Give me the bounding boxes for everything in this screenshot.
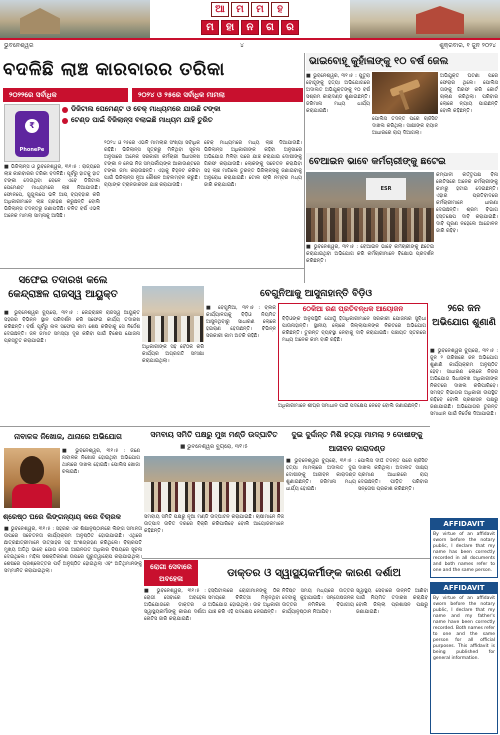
masthead-letter: ନ	[241, 20, 259, 35]
section4-headline: ସମବାୟ ସମିତି ପକ୍ଷରୁ ମୁଖ ମଣ୍ଡି ଉଦ୍‌ଘାଟିତ	[150, 430, 278, 439]
phonepe-photo	[4, 104, 60, 162]
bottom-body-col1: ■ ଭୁବନେଶ୍ୱର, ୩୧।୫ : ରୋଗୀ ସେବାରେ ଅବହେଳା ଅଭିଯୋଗରେ ଡାକ୍ତର ଓ ସ୍ୱାସ୍ଥ୍ୟକର୍ମୀଙ୍କୁ କାରଣ ଦର୍ଶାଅ ନୋଟିସ ଜାରି କରାଯାଇଛି।	[144, 588, 206, 622]
affidavit-notice-2	[430, 582, 498, 734]
phonepe-label: PhonePe	[19, 147, 45, 153]
bottom-headline: ଡାକ୍ତର ଓ ସ୍ୱାସ୍ଥ୍ୟକର୍ମୀଙ୍କ କାରଣ ଦର୍ଶାଅ	[227, 567, 401, 579]
dateline	[0, 41, 500, 51]
bottom-body-col4: ସ୍ୱାସ୍ଥ୍ୟ ସେବାରେ ଉନ୍ନତି ଆଣିବା ପାଇଁ ନିୟମିତ ତଦାରଖ କରାଯିବ ବୋଲି ଜିଲ୍ଲା ପ୍ରଶାସନ ପକ୍ଷରୁ ଜଣାଯାଇଛି।	[356, 588, 428, 615]
masthead-divider	[0, 38, 500, 40]
masthead-letter: ମ	[201, 20, 219, 35]
main-body-col3: ଚେକ୍ ମାଧ୍ୟମରେ ମଧ୍ୟ ଲାଞ୍ଚ ଦିଆଯାଉଛି। ଭିଜିଲାନ୍ସ ଅଧିକାରୀଙ୍କ କହିବା ଅନୁସାରେ ଅଭିଯୋଗ ମିଳିବା ପରେ ଯାଞ୍ଚ କରାଯାଇ ଦୋଷୀଙ୍କୁ ଗିରଫ କରାଯାଉଛି। ଲୋକଙ୍କୁ ସଚେତନ କରାଯିବା ସହ ଲାଞ୍ଚ ମାଗିଲେ ତୁରନ୍ତ ଭିଜିଲାନ୍ସକୁ ଜଣାଇବାକୁ ଅନୁରୋଧ କରାଯାଇଛି। ଟୋଲ ଫ୍ରି ନମ୍ବର ମଧ୍ୟ ଜାରି କରାଯାଇଛି।	[204, 140, 302, 188]
masthead-letter: ଗ	[261, 20, 279, 35]
bullet-dot-icon	[62, 107, 68, 113]
affidavit-title: AFFIDAVIT	[431, 583, 497, 594]
masthead-brand-row1	[150, 2, 350, 17]
affidavit-body: By virtue of an affidavit sworn before the notary public, I declare that my name and my father's name have been correctly recorded. Both names refer to one and the same person for all official purposes. This affidavit is being published for general information.	[433, 596, 496, 661]
section-rule	[0, 268, 304, 269]
main-body-col2: ୨୦୨୪ ଓ ୨୫ରେ ଏଭଳି ମାମଲାର ସଂଖ୍ୟା ସର୍ବାଧିକ ରହିଛି। ଭିଜିଲାନ୍ସ ସୂତ୍ରରୁ ମିଳିଥିବା ସୂଚନା ଅନୁସାରେ ଅନେକ ସରକାରୀ କର୍ମଚାରୀ ସିଧାସଳଖ ଟଙ୍କା ନ ନେଇ ନିଜ ସମ୍ପର୍କୀୟଙ୍କ ଆକାଉଣ୍ଟରେ ଟଙ୍କା ଜମା କରାଉଛନ୍ତି। ଏହାକୁ ଚିହ୍ନଟ କରିବା ପାଇଁ ଭିଜିଲାନ୍ସ ନୂଆ କୌଶଳ ଅବଲମ୍ବନ କରୁଛି। ବ୍ୟାଙ୍କ ଟ୍ରାନଜାକସନ ଯାଞ୍ଚ କରାଯାଉଛି।	[104, 140, 200, 188]
boy-photo	[4, 448, 60, 508]
right-top-headline: ଭାଇବୋହୂ କୁହାଁଳାଙ୍କୁ ୧୦ ବର୍ଷ ଜେଲ	[306, 53, 498, 71]
affidavit-body: By virtue of an affidavit sworn before the notary public, I declare that my name has been correctly recorded in all documents and both names refer to one and the same person.	[433, 532, 495, 573]
phonepe-logo-icon: ₹	[25, 119, 39, 133]
masthead-letter: ମ	[231, 2, 249, 17]
masthead-letter: ହା	[221, 20, 239, 35]
right-mid-col1: ■ ଭୁବନେଶ୍ୱର, ୩୧।୫ : ବେଆଇନ ଭାବେ କର୍ମଚାରୀଙ୍କୁ ଛଟେଇ କରାଯାଇଥିବା ଅଭିଯୋଗ କରି କର୍ମଚାରୀମାନେ ବିକ୍ଷୋଭ ପ୍ରଦର୍ଶନ କରିଛନ୍ତି।	[306, 244, 434, 264]
bullet-dot-icon	[62, 118, 68, 124]
section-rule	[142, 558, 430, 559]
masthead-left-image	[0, 0, 150, 38]
bullet-text: ଟେଣ୍ଡ ପାଇଁ ବିଜିଲାନ୍ସ ବଲାଇଛି ମାଧ୍ୟମ ଯାହି ତୁରିତ	[71, 116, 213, 124]
right-top-col1: ■ ଭୁବନେଶ୍ୱର, ୩୧।୫ : ପୁତୁରା ବୋହୂଙ୍କୁ ହତ୍ୟା ଅଭିଯୋଗରେ ଅଦାଲତ ଅଭିଯୁକ୍ତଙ୍କୁ ୧୦ ବର୍ଷ ସଶ୍ରମ କାରାଦଣ୍ଡ ଶୁଣାଇଛନ୍ତି। ଜରିମାନା ମଧ୍ୟ ଧାର୍ଯ୍ୟ କରାଯାଇଛି।	[306, 73, 370, 114]
column-rule	[304, 53, 305, 283]
main-headline: ବଦଳିଛି ଲାଞ୍ଚ କାରବାରର ତରିକା	[3, 59, 225, 80]
mid-box-body: ବିଡ଼ିଓଙ୍କ ଅନୁପସ୍ଥିତି ଯୋଗୁଁ ହିତାଧିକାରୀମାନେ ସରକାରୀ ଯୋଜନାର ସୁବିଧା ପାଉନାହାନ୍ତି। ସ୍ଥାନୀୟ ଲୋକେ ଜିଲ୍ଲାପାଳଙ୍କ ନିକଟରେ ଅଭିଯୋଗ କରିଛନ୍ତି। ତୁରନ୍ତ ବ୍ୟବସ୍ଥା ନେବାକୁ ଦାବି କରାଯାଇଛି। ପଞ୍ଚାୟତ ସ୍ତରରେ ମଧ୍ୟ ଅନେକ କାମ ବାକି ରହିଛି।	[282, 316, 426, 343]
section2-headline: ସଫେଇ ତଦାରଖ କଲେ କେନ୍ଦ୍ରାଞ୍ଚଳ ରାଜସ୍ୱ ଆୟୁକ୍ତ	[8, 275, 118, 300]
section2-body-2: ଅଧିକାରୀଙ୍କ ସହ ବୈଠକ କରି କାର୍ଯ୍ୟର ଅଗ୍ରଗତି ସମୀକ୍ଷା କରାଯାଇଥିଲା।	[142, 344, 204, 364]
affidavit-title: AFFIDAVIT	[431, 519, 497, 530]
meeting-people	[144, 482, 284, 512]
gavel-handle	[399, 90, 410, 110]
bottom-red-tag: ରୋଗୀ ସେବାରେ ଅବହେଳା	[144, 560, 198, 586]
section3-headline: ନାବାଳକ ନିଖୋଜ, ଥାନାରେ ଅଭିଯୋଗ	[14, 432, 122, 441]
main-bullets	[62, 104, 302, 138]
masthead-brand-row2	[150, 20, 350, 35]
gavel-photo	[372, 72, 438, 114]
main-sub-banners	[3, 88, 303, 102]
main-banner-b: ୨୦୨୪ ଓ ୨୫ରେ ସର୍ବାଧିକ ମାମଲା	[132, 88, 303, 102]
bottom-body-col2: ହସ୍ପିଟାଲରେ ରୋଗୀମାନଙ୍କୁ ଠିକ ସମୟରେ ଚିକିତ୍ସା ମିଳୁନଥିବା ଅଭିଯୋଗ ହୋଇଥିଲା। ଉଚ୍ଚ ଅଧିକାରୀ ଯାଞ୍ଚ କରି ଏହି ପଦକ୍ଷେପ ନେଇଛନ୍ତି।	[208, 588, 280, 615]
masthead-brand	[150, 0, 350, 38]
section4-byline: ■ ଭୁବନେଶ୍ୱର ବ୍ୟୁରୋ, ୩୧।୫	[180, 444, 248, 450]
right3-body: ■ ଭୁବନେଶ୍ୱର ବ୍ୟୁରୋ, ୩୧।୫ : ଜୁନ ୨ ତାରିଖରେ ଜନ ଅଭିଯୋଗ ଶୁଣାଣି କାର୍ଯ୍ୟକ୍ରମ ଅନୁଷ୍ଠିତ ହେବ। ସାଧାରଣ ଲୋକେ ନିଜର ଅଭିଯୋଗ ସିଧାସଳଖ ଅଧିକାରୀଙ୍କ ନିକଟରେ ଦାଖଲ କରିପାରିବେ। ସମସ୍ତ ବିଭାଗର ଅଧିକାରୀ ଉପସ୍ଥିତ ରହିବେ ବୋଲି ପ୍ରଶାସନ ପକ୍ଷରୁ ଜଣାଯାଇଛି। ଅଭିଯୋଗର ତୁରନ୍ତ ସମାଧାନ ପାଇଁ ନିର୍ଦ୍ଦେଶ ଦିଆଯାଇଛି।	[430, 348, 498, 417]
main-banner-a: ୨୦୨୨ରେ ସର୍ବାଧିକ	[3, 88, 128, 102]
page-number: ୪	[240, 42, 244, 49]
section4-body: ସମବାୟ ସମିତି ପକ୍ଷରୁ ନୂଆ ମଣ୍ଡି ଉଦ୍‌ଘାଟନ କରାଯାଇଛି। ଚାଷୀମାନେ ନିଜ ଉତ୍ପାଦ ଉଚିତ ଦରରେ ବିକ୍ରି କରିପାରିବେ ବୋଲି ଆୟୋଜକମାନେ କହିଛନ୍ତି।	[144, 514, 284, 534]
main-body-col1: ■ ଭିଜିଲାନ୍ସ ଓ ଭୁବନେଶ୍ୱର, ୩୧।୫ : ରାଜ୍ୟରେ ଲାଞ୍ଚ କାରବାରର ତରିକା ବଦଳିଛି। ପୂର୍ବରୁ ହାତକୁ ହାତ ଟଙ୍କା ଦେଉଥିବା ବେଳେ ଏବେ ଡିଜିଟାଲ ପେମେଣ୍ଟ ମାଧ୍ୟମରେ ଲାଞ୍ଚ ନିଆଯାଉଛି। ଫୋନପେ, ଗୁଗୁଲପେ ଭଳି ଆପ୍ ବ୍ୟବହାର କରି ଅଧିକାରୀମାନେ ଲାଞ୍ଚ ଗ୍ରହଣ କରୁଛନ୍ତି ବୋଲି ଭିଜିଲାନ୍ସ ତଦନ୍ତରୁ ଜଣାପଡିଛି। ଚଳିତ ବର୍ଷ ଏଭଳି ଅନେକ ମାମଲା ସାମ୍ନାକୁ ଆସିଛି।	[4, 164, 100, 219]
bullet-text: ଡିଜିଟାଲ ପେମେଣ୍ଟ ଓ ଚେକ୍ ମାଧ୍ୟମରେ ଯାଉଛି ଟଙ୍କା	[71, 105, 221, 113]
right-mid-headline: ବେଆଇନ ଭାବେ କର୍ମଚାରୀଙ୍କୁ ଛଟେଇ	[306, 153, 498, 170]
bottom-body-col3: ନିର୍ଦ୍ଦିଷ୍ଟ ସମୟ ମଧ୍ୟରେ ଉତ୍ତର ଦେବାକୁ କୁହାଯାଇଛି। ସନ୍ତୋଷଜନକ ଉତ୍ତର ନମିଳିଲେ ବିଭାଗୀୟ କାର୍ଯ୍ୟାନୁଷ୍ଠାନ ନିଆଯିବ।	[282, 588, 354, 615]
section5-body-col1: ■ ଭୁବନେଶ୍ୱର ବ୍ୟୁରୋ, ୩୧।୫ : ହତ୍ୟା ମାମଲାରେ ଅଦାଲତ ଦୁଇ ଦୋଷୀଙ୍କୁ ଆଜୀବନ କାରାଦଣ୍ଡ ଶୁଣାଇଛନ୍ତି। ଜରିମାନା ମଧ୍ୟ ଧାର୍ଯ୍ୟ ହୋଇଛି।	[286, 458, 356, 492]
mid-body-col1: ■ ବେଗୁନିଆ, ୩୧।୫ : ବ୍ଲକ କାର୍ଯ୍ୟାଳୟକୁ ବିଡ଼ିଓ ନିୟମିତ ଆସୁନଥିବାରୁ ସାଧାରଣ ଲୋକେ ହଇରାଣ ହେଉଛନ୍ତି। ବିଭିନ୍ନ ସରକାରୀ କାମ ଅଟକି ରହିଛି।	[206, 305, 276, 339]
right-top-col2: ପୋଲିସ ତଦନ୍ତ ପରେ ଚାର୍ଜସିଟ ଦାଖଲ କରିଥିଲା। ସାକ୍ଷୀଙ୍କ ବୟାନ ଆଧାରରେ ରାୟ ଦିଆଗଲା।	[372, 116, 438, 136]
protest-crowd	[306, 208, 434, 242]
right3-headline: ୨ରେ ଜନ ଅଭିଯୋଗ ଶୁଣାଣି	[432, 303, 496, 328]
section2-people	[142, 316, 204, 342]
dateline-date: ଶୁକ୍ରବାର, ୧ ଜୁନ ୨୦୨୪	[439, 42, 496, 49]
section3-body: ■ ଭୁବନେଶ୍ୱର, ୩୧।୫ : ଜଣେ ନାବାଳକ ନିଖୋଜ ହୋଇଥିବା ଅଭିଯୋଗ ଥାନାରେ ଦାଖଲ ହୋଇଛି। ପୋଲିସ ଖୋଜା ଚଳାଇଛି।	[62, 448, 140, 475]
bullet-item	[62, 115, 302, 126]
mid-body-col3: ଅଧିକାରୀମାନେ ଶୀଘ୍ର ସମାଧାନ ପାଇଁ ପଦକ୍ଷେପ ନେବେ ବୋଲି ଜଣାଇଛନ୍ତି।	[278, 403, 421, 409]
masthead-letter: ମ	[251, 2, 269, 17]
section2-photo	[142, 286, 204, 342]
masthead	[0, 0, 500, 40]
bullet-item	[62, 104, 302, 115]
masthead-letter: ର	[281, 20, 299, 35]
mid-boxed-story	[278, 303, 428, 401]
mid-box-headline: ଠେକିଆ ରଣ ପ୍ରତିବନ୍ଧକ ଆୟୋଜନ	[279, 304, 427, 315]
dateline-city: ଭୁବନେଶ୍ୱର	[4, 42, 34, 49]
protest-photo	[306, 172, 434, 242]
gavel-icon	[390, 79, 421, 97]
masthead-letter: ହ	[271, 2, 289, 17]
section3b-body: ■ ଭୁବନେଶ୍ୱର, ୩୧।୫ : ସହରର ଏକ ଶିକ୍ଷାନୁଷ୍ଠାନରେ ଲିଙ୍ଗ ସମାନତା ଉପରେ ସଚେତନତା କାର୍ଯ୍ୟକ୍ରମ ଅନୁଷ୍ଠିତ ହୋଇଯାଇଛି। ଏଥିରେ ଛାତ୍ରଛାତ୍ରୀମାନେ ଉତ୍ସାହର ସହ ଅଂଶଗ୍ରହଣ କରିଥିଲେ। ବିଚାରପତି ମୁଖ୍ୟ ଅତିଥି ଭାବେ ଯୋଗ ଦେଇ ଆଇନଗତ ଅଧିକାର ବିଷୟରେ ସୂଚନା ଦେଇଥିଲେ। ମହିଳା ସଶକ୍ତିକରଣ ଉପରେ ଗୁରୁତ୍ୱାରୋପ କରାଯାଇଥିଲା। ଶେଷରେ ପ୍ରଶ୍ନୋତ୍ତର ପର୍ବ ଅନୁଷ୍ଠିତ ହୋଇଥିଲା ଏବଂ ଅତିଥିମାନଙ୍କୁ ସମ୍ମାନିତ କରାଯାଇଥିଲା।	[4, 526, 142, 574]
meeting-photo	[144, 456, 284, 512]
protest-banner: ESR	[366, 178, 406, 200]
affidavit-notice-1	[430, 518, 498, 578]
mid-headline: ବେଗୁନିଆକୁ ଆସୁନାହାନ୍ତି ବିଡ଼ିଓ	[259, 288, 373, 299]
section5-headline: ଦୁଇ ଦୁର୍ଦ୍ଦାନ୍ତ ମିଶି ହତ୍ୟା ମାମଲା ୨ ଦୋଷୀଙ୍କୁ ଆଜୀବନ କାରାଦଣ୍ଡ	[291, 430, 423, 453]
masthead-letter: ଆ	[211, 2, 229, 17]
right-top-col3: ଅଭିଯୁକ୍ତ ଘଟଣା ପରେ ଫେରାର ଥିଲେ। ପୋଲିସ ତାଙ୍କୁ ଗିରଫ କରି କୋର୍ଟ ଚାଲାଣ କରିଥିଲା। ପରିବାର ଲୋକେ ନ୍ୟାୟ ପାଇଛନ୍ତି ବୋଲି କହିଛନ୍ତି।	[440, 73, 498, 114]
section5-body-col2: ପୋଲିସ ଦୀର୍ଘ ତଦନ୍ତ ପରେ ଚାର୍ଜସିଟ ଦାଖଲ କରିଥିଲା। ଅଦାଲତ ସାକ୍ଷ୍ୟ ପ୍ରମାଣ ଆଧାରରେ ରାୟ ଦେଇଛନ୍ତି। ପୀଡ଼ିତ ପରିବାର ସନ୍ତୋଷ ପ୍ରକାଶ କରିଛନ୍ତି।	[358, 458, 428, 492]
right-mid-col2: କମ୍ପାନୀ କର୍ତ୍ତୃପକ୍ଷ ବିନା ନୋଟିସରେ ଅନେକ କର୍ମଚାରୀଙ୍କୁ କାମରୁ ହଟାଇ ଦେଇଛନ୍ତି। ଏହାର ପ୍ରତିବାଦରେ କର୍ମଚାରୀମାନେ ଧାରଣା ଦେଇଛନ୍ତି। ଶ୍ରମ ବିଭାଗ ହସ୍ତକ୍ଷେପ ଦାବି କରାଯାଇଛି। ଦାବି ପୂରଣ ନହେଲେ ଆନ୍ଦୋଳନ ଜାରି ରହିବ।	[436, 172, 498, 234]
section2-body: ■ ଭୁବନେଶ୍ୱର ବ୍ୟୁରୋ, ୩୧।୫ : କେନ୍ଦ୍ରାଞ୍ଚଳ ରାଜସ୍ୱ ଆୟୁକ୍ତ ସହରର ବିଭିନ୍ନ ସ୍ଥାନ ପରିଦର୍ଶନ କରି ସଫେଇ କାର୍ଯ୍ୟ ତଦାରଖ କରିଛନ୍ତି। ବର୍ଷା ପୂର୍ବରୁ ନାଳ ସଫେଇ କାମ ଶେଷ କରିବାକୁ ସେ ନିର୍ଦ୍ଦେଶ ଦେଇଛନ୍ତି। ଜଳ ଜମାଟ ସମସ୍ୟା ଦୂର କରିବା ପାଇଁ ବିଶେଷ ଯୋଜନା ପ୍ରସ୍ତୁତ କରାଯାଇଛି।	[4, 310, 140, 344]
masthead-right-image	[350, 0, 500, 38]
section3b-headline: ଶ୍ରେଷ୍ଠ ଘରେ ଲିଙ୍ଗନ୍ୟାୟ କରେ ବିଚାରକ	[3, 513, 121, 521]
